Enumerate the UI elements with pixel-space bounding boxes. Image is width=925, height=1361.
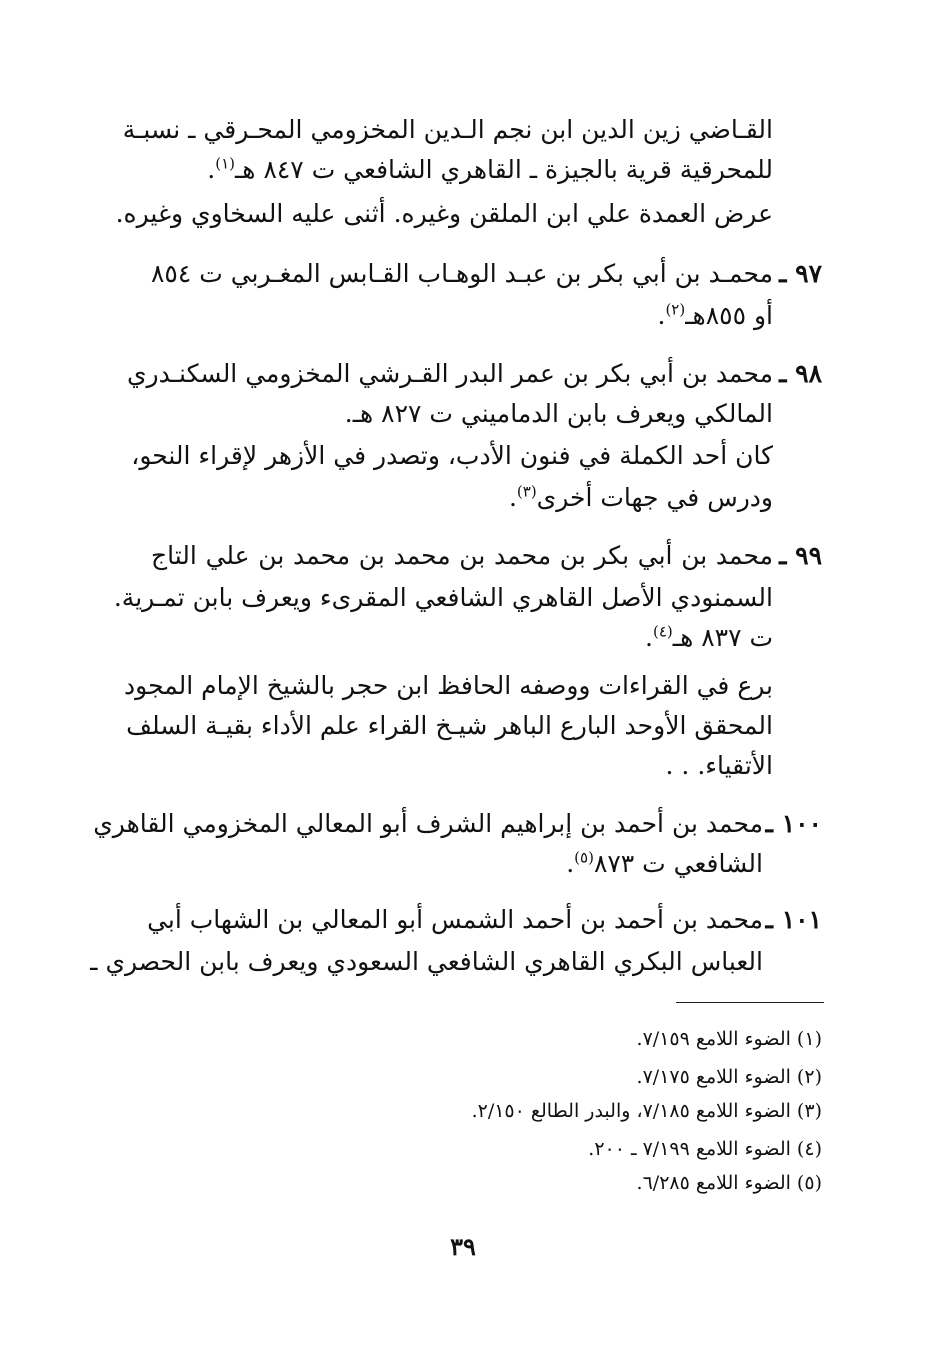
footnote-separator: [676, 1002, 824, 1003]
entry-98-line-1: محمد بن أبي بكر بن عمر البدر القـرشي المخزومي السكنـدري: [126, 359, 773, 388]
entry-98-line-4: ودرس في جهات أخرى$^{(٣)}$.: [508, 482, 773, 512]
entry-96-line-2: للمحرقية قرية بالجيزة ـ القاهري الشافعي ت ٨٤٧ هـ$^{(١)}$.: [207, 154, 773, 184]
entry-98-line-2: المالكي ويعرف بابن الدماميني ت ٨٢٧ هـ.: [344, 399, 773, 428]
entry-number: ٩٩ ـ: [779, 541, 822, 570]
footnote-ref: (٤): [652, 622, 673, 641]
entry-97-line-1: محمـد بن أبي بكر بن عبـد الوهـاب القـابس المغـربي ت ٨٥٤: [150, 259, 773, 288]
entry-98-line-3: كان أحد الكملة في فنون الأدب، وتصدر في الأزهر لإقراء النحو،: [131, 441, 773, 470]
footnote-5: (٥) الضوء اللامع ٦/٢٨٥.: [636, 1172, 822, 1194]
page-number: ٣٩: [450, 1232, 476, 1261]
entry-101-line-1: محمد بن أحمد بن أحمد الشمس أبو المعالي بن الشهاب أبي: [147, 905, 763, 934]
entry-100-line-1: محمد بن أحمد بن إبراهيم الشرف أبو المعالي المخزومي القاهري: [93, 809, 763, 838]
entry-99-line-4: برع في القراءات ووصفه الحافظ ابن حجر بالشيخ الإمام المجود: [124, 671, 773, 700]
entry-100-line-2: الشافعي ت ٨٧٣$^{(٥)}$.: [566, 848, 763, 878]
entry-number: ٩٨ ـ: [779, 359, 822, 388]
footnote-ref: (٢): [665, 300, 686, 319]
entry-96-line-1: القـاضي زين الدين ابن نجم الـدين المخزومي المحـرقي ـ نسبـة: [122, 115, 773, 144]
footnote-ref: (١): [215, 154, 235, 173]
entry-number: ٩٧ ـ: [779, 259, 822, 288]
entry-99-line-2: السمنودي الأصل القاهري الشافعي المقرىء ويعرف بابن تمـرية.: [113, 583, 773, 612]
entry-99-line-1: محمد بن أبي بكر بن محمد بن محمد بن محمد بن علي التاج: [151, 541, 773, 570]
entry-99-line-5: المحقق الأوحد البارع الباهر شيـخ القراء علم الأداء بقيـة السلف: [126, 711, 773, 740]
entry-101-line-2: العباس البكري القاهري الشافعي السعودي ويعرف بابن الحصري ـ: [90, 947, 763, 976]
entry-96-line-3: عرض العمدة علي ابن الملقن وغيره. أثنى عليه السخاوي وغيره.: [115, 199, 773, 228]
footnote-3: (٣) الضوء اللامع ٧/١٨٥، والبدر الطالع ٢/١٥٠.: [471, 1100, 822, 1122]
footnote-ref: (٥): [574, 848, 594, 867]
footnote-4: (٤) الضوء اللامع ٧/١٩٩ ـ ٢٠٠.: [588, 1138, 822, 1160]
footnote-ref: (٣): [516, 482, 537, 501]
entry-number: ١٠٠ ـ: [765, 809, 822, 838]
entry-97-line-2: أو ٨٥٥هـ$^{(٢)}$.: [657, 300, 773, 330]
entry-99-line-3: ت ٨٣٧ هـ$^{(٤)}$.: [645, 622, 773, 652]
footnote-1: (١) الضوء اللامع ٧/١٥٩.: [636, 1028, 822, 1050]
entry-number: ١٠١ ـ: [765, 905, 822, 934]
entry-99-line-6: الأتقياء. . .: [665, 751, 773, 780]
footnote-2: (٢) الضوء اللامع ٧/١٧٥.: [636, 1066, 822, 1088]
